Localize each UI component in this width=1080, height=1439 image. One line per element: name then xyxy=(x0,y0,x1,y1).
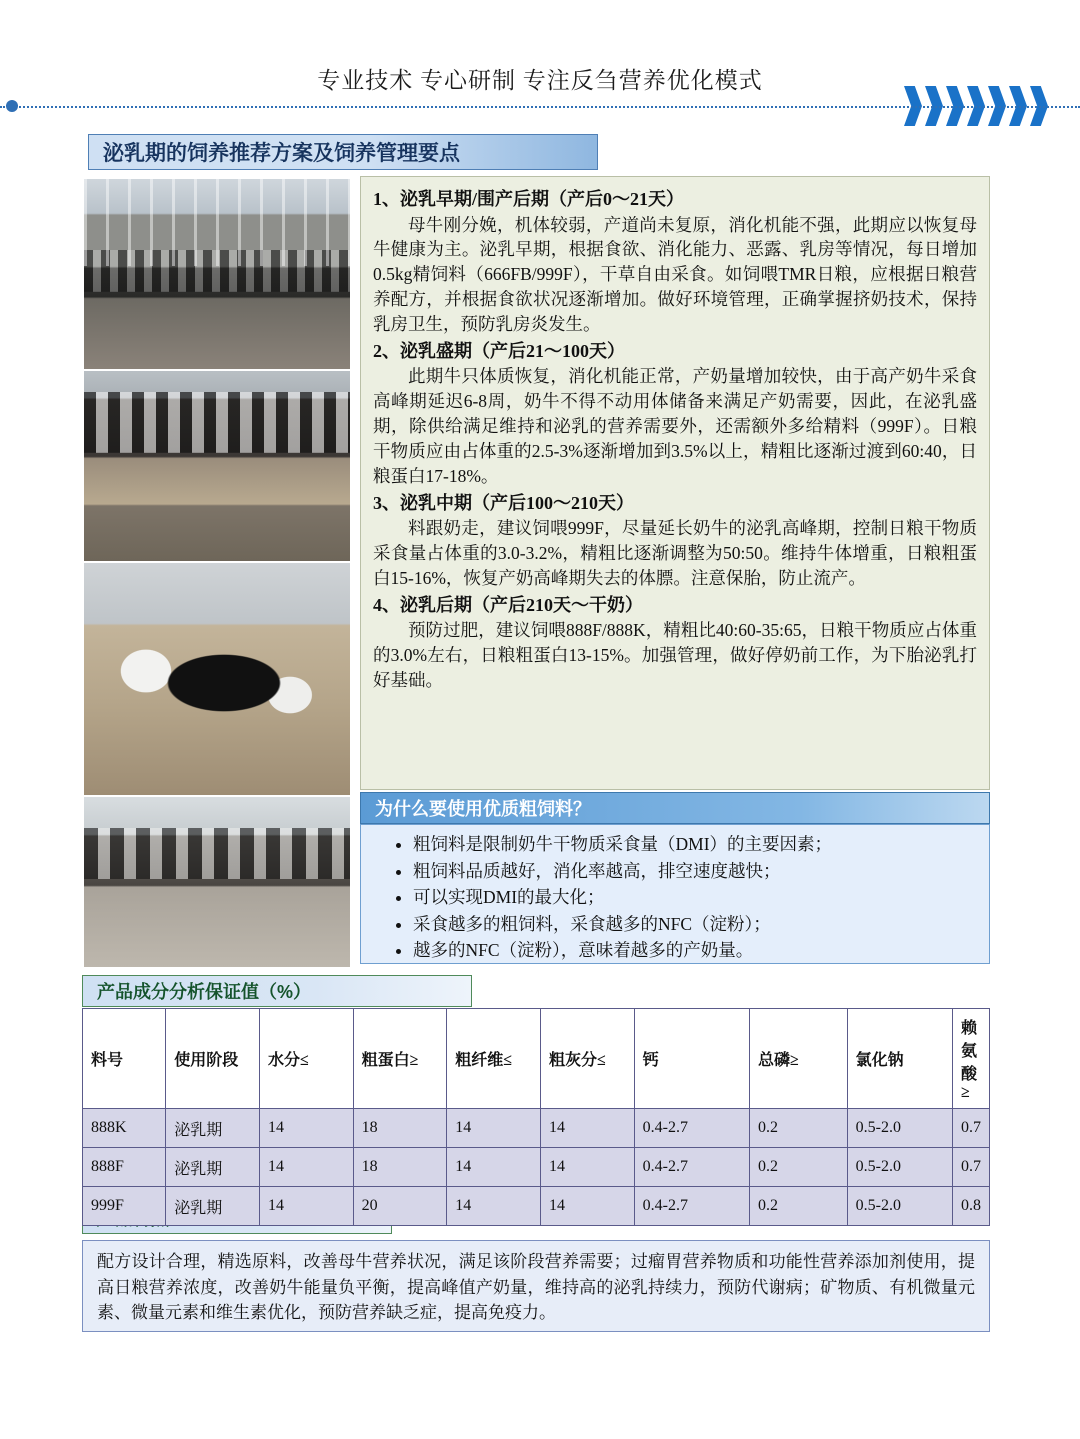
photo-single-cow xyxy=(84,563,350,795)
cell-stage: 泌乳期 xyxy=(166,1187,260,1226)
stage-heading-2: 2、泌乳盛期（产后21～100天） xyxy=(373,340,625,361)
section-title-why-forage: 为什么要使用优质粗饲料？ xyxy=(360,792,990,824)
col-header-stage: 使用阶段 xyxy=(166,1009,260,1109)
cell-ash: 14 xyxy=(540,1109,634,1148)
col-header-lysine: 赖氨酸≥ xyxy=(953,1009,990,1109)
stage-heading-4: 4、泌乳后期（产后210天～干奶） xyxy=(373,594,643,615)
why-forage-panel xyxy=(360,824,990,964)
cell-moisture: 14 xyxy=(259,1109,353,1148)
header-slogan: 专业技术 专心研制 专注反刍营养优化模式 xyxy=(317,68,763,93)
section-title-features: 产品特点 xyxy=(82,1202,392,1234)
col-header-protein: 粗蛋白≥ xyxy=(353,1009,447,1109)
page-title: 泌乳期的饲养推荐方案及饲养管理要点 xyxy=(88,134,598,170)
table-row xyxy=(83,1148,990,1187)
cell-phosphorus: 0.2 xyxy=(749,1109,847,1148)
cell-calcium: 0.4-2.7 xyxy=(634,1109,749,1148)
corner-dot-decoration xyxy=(6,100,18,112)
col-header-code: 料号 xyxy=(83,1009,166,1109)
cell-moisture: 14 xyxy=(259,1187,353,1226)
list-item: • 采食越多的粗饲料，采食越多的NFC（淀粉）； xyxy=(413,911,979,938)
composition-table xyxy=(82,1008,990,1226)
stage-body-4: 预防过肥，建议饲喂888F/888K，精粗比40:60-35:65，日粮干物质应占体重的3.0%左右，日粮粗蛋白13-15%。加强管理，做好停奶前工作，为下胎泌乳打好基础。 xyxy=(373,620,977,690)
cell-fiber: 14 xyxy=(447,1109,541,1148)
list-item: • 粗饲料是限制奶牛干物质采食量（DMI）的主要因素； xyxy=(413,831,979,858)
col-header-phosphorus: 总磷≥ xyxy=(749,1009,847,1109)
stage-body-3: 料跟奶走，建议饲喂999F，尽量延长奶牛的泌乳高峰期，控制日粮干物质采食量占体重的3.0-3.2%，精粗比逐渐调整为50:50。维持牛体增重，日粮粗蛋白15-16%，恢复产奶高峰期失去的体膘。注意保胎，防止流产。 xyxy=(373,518,977,588)
why-forage-list xyxy=(371,831,979,964)
col-header-calcium: 钙 xyxy=(634,1009,749,1109)
header-divider xyxy=(0,106,1080,108)
cell-stage: 泌乳期 xyxy=(166,1148,260,1187)
table-row xyxy=(83,1109,990,1148)
cell-nacl: 0.5-2.0 xyxy=(847,1109,952,1148)
stage-heading-3: 3、泌乳中期（产后100～210天） xyxy=(373,492,634,513)
photo-barn-feeding-row xyxy=(84,179,350,369)
list-item: • 粗饲料品质越好，消化率越高，排空速度越快； xyxy=(413,858,979,885)
cell-stage: 泌乳期 xyxy=(166,1109,260,1148)
lactation-stage-panel xyxy=(360,176,990,790)
col-header-moisture: 水分≤ xyxy=(259,1009,353,1109)
cell-phosphorus: 0.2 xyxy=(749,1148,847,1187)
col-header-ash: 粗灰分≤ xyxy=(540,1009,634,1109)
cell-fiber: 14 xyxy=(447,1187,541,1226)
cell-calcium: 0.4-2.7 xyxy=(634,1187,749,1226)
list-item: • 可以实现DMI的最大化； xyxy=(413,884,979,911)
list-item: • 越多的NFC（淀粉），意味着越多的产奶量。 xyxy=(413,937,979,964)
cell-calcium: 0.4-2.7 xyxy=(634,1148,749,1187)
cell-code: 888F xyxy=(83,1148,166,1187)
col-header-fiber: 粗纤维≤ xyxy=(447,1009,541,1109)
cell-fiber: 14 xyxy=(447,1148,541,1187)
cell-nacl: 0.5-2.0 xyxy=(847,1187,952,1226)
stage-heading-1: 1、泌乳早期/围产后期（产后0～21天） xyxy=(373,189,684,209)
col-header-nacl: 氯化钠 xyxy=(847,1009,952,1109)
cell-phosphorus: 0.2 xyxy=(749,1187,847,1226)
table-header-row xyxy=(83,1009,990,1109)
page-header xyxy=(0,0,1080,108)
features-panel: 配方设计合理，精选原料，改善母牛营养状况，满足该阶段营养需要；过瘤胃营养物质和功能性营养添加剂使用，提高日粮营养浓度，改善奶牛能量负平衡，提高峰值产奶量，维持高的泌乳持续力，预防代谢病；矿物质、有机微量元素、微量元素和维生素优化，预防营养缺乏症，提高免疫力。 xyxy=(82,1240,990,1332)
cell-protein: 20 xyxy=(353,1187,447,1226)
section-title-composition: 产品成分分析保证值（%） xyxy=(82,975,472,1007)
cell-lysine: 0.8 xyxy=(953,1187,990,1226)
cell-lysine: 0.7 xyxy=(953,1148,990,1187)
cell-ash: 14 xyxy=(540,1148,634,1187)
photo-cows-feed-lane xyxy=(84,371,350,561)
cell-code: 999F xyxy=(83,1187,166,1226)
stage-body-2: 此期牛只体质恢复，消化机能正常，产奶量增加较快，由于高产奶牛采食高峰期延迟6-8周，奶牛不得不动用体储备来满足产奶需要，因此，在泌乳盛期，除供给满足维持和泌乳的营养需要外，还需额外多给精料（999F）。日粮干物质应由占体重的2.5-3%逐渐增加到3.5%以上，精粗比逐渐过渡到60:40，日粮蛋白17-18%。 xyxy=(373,366,977,486)
table-row xyxy=(83,1187,990,1226)
cell-ash: 14 xyxy=(540,1187,634,1226)
stage-body-1: 母牛刚分娩，机体较弱，产道尚未复原，消化机能不强，此期应以恢复母牛健康为主。泌乳早期，根据食欲、消化能力、恶露、乳房等情况，每日增加0.5kg精饲料（666FB/999F），干草自由采食。如饲喂TMR日粮，应根据日粮营养配方，并根据食欲状况逐渐增加。做好环境管理，正确掌握挤奶技术，保持乳房卫生，预防乳房炎发生。 xyxy=(373,214,977,334)
photo-barn-resting xyxy=(84,797,350,967)
cell-nacl: 0.5-2.0 xyxy=(847,1148,952,1187)
cell-moisture: 14 xyxy=(259,1148,353,1187)
cell-lysine: 0.7 xyxy=(953,1109,990,1148)
cell-code: 888K xyxy=(83,1109,166,1148)
cell-protein: 18 xyxy=(353,1109,447,1148)
cell-protein: 18 xyxy=(353,1148,447,1187)
